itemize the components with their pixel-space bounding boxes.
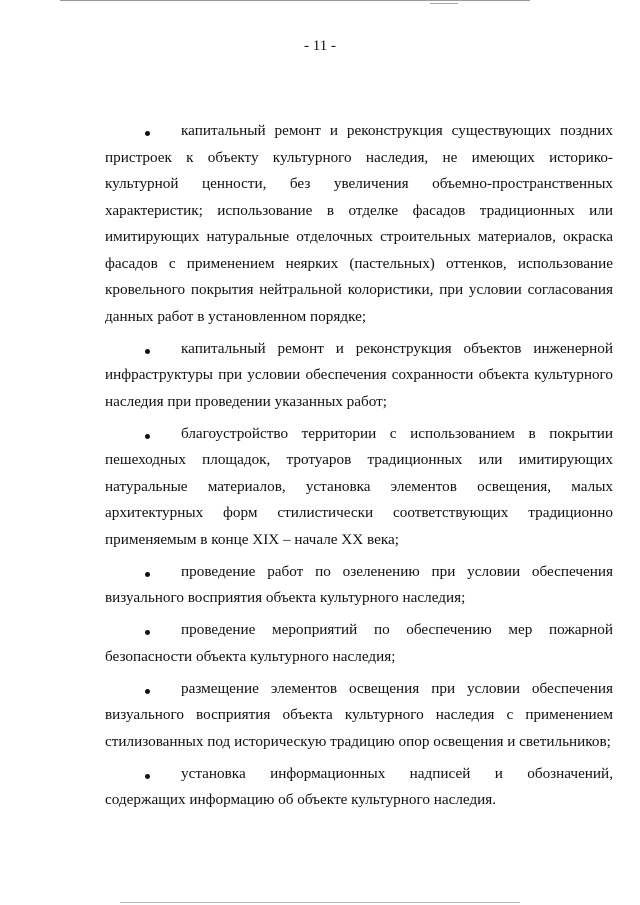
bullet-icon bbox=[145, 774, 150, 779]
list-item bbox=[105, 559, 613, 612]
list-item bbox=[105, 421, 613, 554]
bullet-icon bbox=[145, 434, 150, 439]
bullet-icon bbox=[145, 689, 150, 694]
list-item-text: проведение работ по озеленению при условии обеспечения визуального восприятия объекта культурного наследия; bbox=[105, 562, 613, 606]
list-item bbox=[105, 118, 613, 330]
list-item-text: размещение элементов освещения при условии обеспечения визуального восприятия объекта культурного наследия с применением стилизованных под историческую традицию опор освещения и светильников; bbox=[105, 679, 613, 750]
list-item-text: благоустройство территории с использованием в покрытии пешеходных площадок, тротуаров традиционных или имитирующих натуральные материалов, установка элементов освещения, малых архитектурных форм стилистически соответствующих традиционно применяемым в конце XIX – начале XX века; bbox=[105, 424, 613, 548]
page-number: - 11 - bbox=[304, 38, 336, 54]
list-item bbox=[105, 617, 613, 670]
bullet-icon bbox=[145, 630, 150, 635]
list-item-text: установка информационных надписей и обозначений, содержащих информацию об объекте культурного наследия. bbox=[105, 764, 613, 808]
scan-edge-bottom bbox=[120, 902, 520, 903]
scan-edge-top-mark bbox=[430, 3, 458, 4]
list-item-text: проведение мероприятий по обеспечению мер пожарной безопасности объекта культурного наследия; bbox=[105, 621, 613, 665]
document-body bbox=[105, 118, 613, 819]
list-item-text: капитальный ремонт и реконструкция существующих поздних пристроек к объекту культурного наследия, не имеющих историко-культурной ценности, без увеличения объемно-пространственных характеристик; использование в отделке фасадов традиционных или имитирующих натуральные отделочных строительных материалов, окраска фасадов с применением неярких (пастельных) оттенков, использование кровельного покрытия нейтральной колористики, при условии согласования данных работ в установленном порядке; bbox=[105, 122, 613, 325]
bullet-icon bbox=[145, 349, 150, 354]
list-item-text: капитальный ремонт и реконструкция объектов инженерной инфраструктуры при условии обеспечения сохранности объекта культурного наследия при проведении указанных работ; bbox=[105, 339, 613, 410]
bullet-icon bbox=[145, 131, 150, 136]
list-item bbox=[105, 336, 613, 416]
bullet-icon bbox=[145, 572, 150, 577]
list-item bbox=[105, 761, 613, 814]
scan-edge-top bbox=[60, 0, 530, 1]
list-item bbox=[105, 676, 613, 756]
